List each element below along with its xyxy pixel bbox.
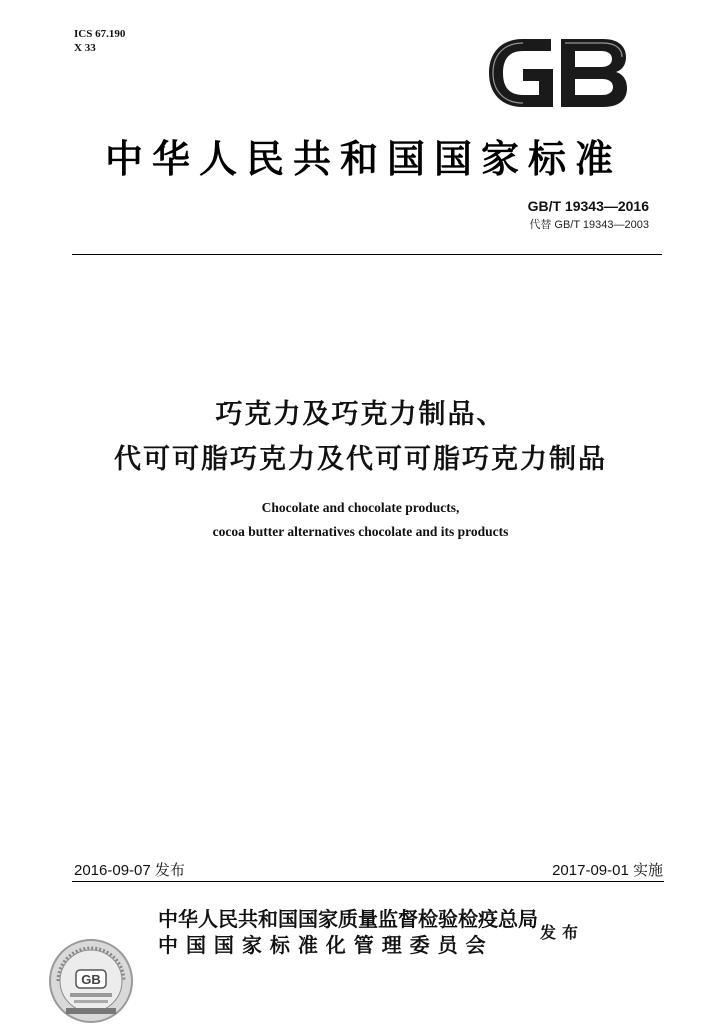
standard-number: GB/T 19343—2016 bbox=[527, 198, 649, 214]
ics-code: ICS 67.190 bbox=[74, 28, 126, 40]
gb-logo bbox=[485, 35, 630, 111]
ccs-code: X 33 bbox=[74, 42, 96, 54]
standard-category-title: 中华人民共和国国家标准 bbox=[104, 137, 622, 181]
title-en-line1: Chocolate and chocolate products, bbox=[261, 500, 460, 515]
issue-verb: 发布 bbox=[540, 923, 585, 942]
issue-date: 2016-09-07 发布 bbox=[74, 862, 185, 879]
footer-divider bbox=[72, 881, 664, 882]
issuer-sac: 中 国 国 家 标 准 化 管 理 委 员 会 bbox=[158, 933, 487, 957]
effective-date: 2017-09-01 实施 bbox=[552, 862, 663, 879]
title-cn-line2: 代可可脂巧克力及代可可脂巧克力制品 bbox=[114, 444, 607, 475]
header-divider bbox=[72, 254, 662, 255]
publisher-seal bbox=[48, 938, 134, 1024]
svg-text:GB: GB bbox=[81, 972, 101, 987]
classification-codes bbox=[74, 27, 125, 55]
issuer-aqsiq: 中华人民共和国国家质量监督检验检疫总局 bbox=[158, 907, 538, 931]
title-en-line2: cocoa butter alternatives chocolate and its products bbox=[212, 524, 509, 539]
replaces-standard: 代替 GB/T 19343—2003 bbox=[529, 219, 649, 231]
title-cn-line1: 巧克力及巧克力制品、 bbox=[215, 399, 506, 430]
